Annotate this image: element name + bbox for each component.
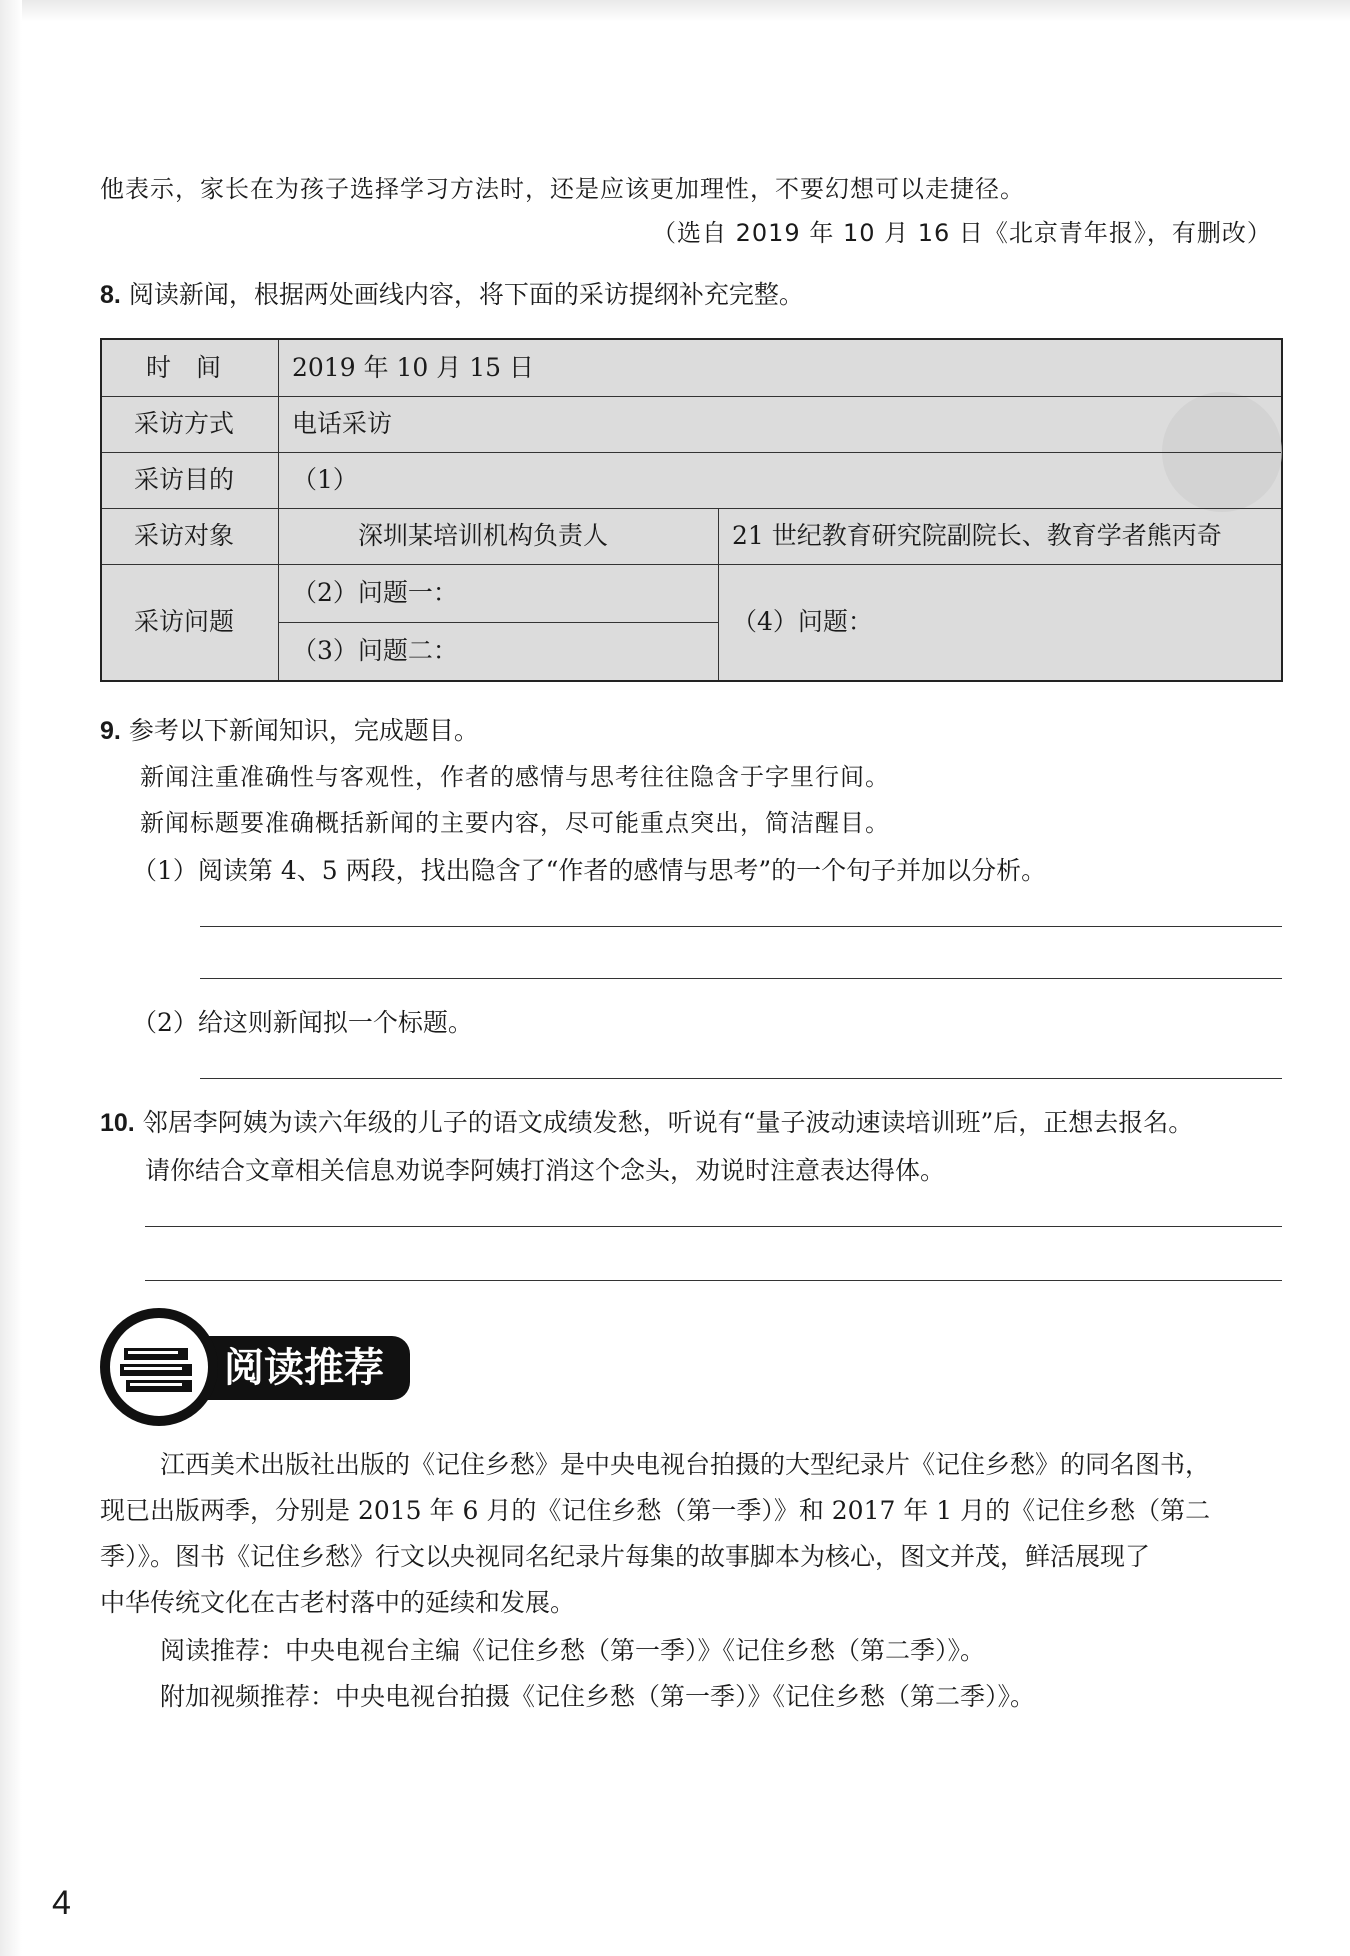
question-10 [100,1106,1193,1140]
question-field[interactable]: （4）问题： [732,607,873,636]
method-label: 采访方式 [134,409,235,438]
recommend-paragraph-line: 现已出版两季，分别是 2015 年 6 月的《记住乡愁（第一季）》和 2017 年 1 月的《记住乡愁（第二 [100,1496,1211,1525]
sub-question-1: （1）阅读第 4、5 两段，找出隐含了“作者的感情与思考”的一个句子并加以分析。 [132,856,1047,885]
answer-line[interactable] [145,1280,1282,1281]
video-recommendation: 附加视频推荐：中央电视台拍摄《记住乡愁（第一季）》《记住乡愁（第二季）》。 [160,1682,1036,1711]
purpose-label: 采访目的 [134,465,235,494]
question-number: 8. [100,281,121,309]
method-value: 电话采访 [292,409,393,438]
question-9 [100,714,479,748]
question-10-continued: 请你结合文章相关信息劝说李阿姨打消这个念头，劝说时注意表达得体。 [145,1156,946,1185]
page-edge-left [0,0,22,1956]
question-text: 参考以下新闻知识，完成题目。 [128,716,479,745]
news-knowledge-1: 新闻注重准确性与客观性，作者的感情与思考往往隐含于字里行间。 [140,763,890,791]
recommend-paragraph-line: 季）》。图书《记住乡愁》行文以央视同名纪录片每集的故事脚本为核心，图文并茂，鲜活展现了 [100,1542,1151,1571]
passage-closing-line: 他表示，家长在为孩子选择学习方法时，还是应该更加理性，不要幻想可以走捷径。 [100,175,1025,203]
purpose-answer-field[interactable]: （1） [292,465,358,494]
recommend-paragraph-line: 江西美术出版社出版的《记住乡愁》是中央电视台拍摄的大型纪录片《记住乡愁》的同名图书， [160,1450,1211,1479]
answer-line[interactable] [200,1078,1282,1079]
interview-outline-table [100,338,1283,682]
question-text: 阅读新闻，根据两处画线内容，将下面的采访提纲补充完整。 [128,280,804,309]
question-8 [100,278,804,312]
target-a: 深圳某培训机构负责人 [358,521,609,550]
question-number: 9. [100,717,121,745]
page-edge [0,0,1350,22]
recommend-paragraph-line: 中华传统文化在古老村落中的延续和发展。 [100,1588,576,1617]
question-two-field[interactable]: （3）问题二： [292,636,458,665]
answer-line[interactable] [200,978,1282,979]
question-label: 采访问题 [134,607,235,636]
question-text: 邻居李阿姨为读六年级的儿子的语文成绩发愁，听说有“量子波动速读培训班”后，正想去报名。 [142,1108,1194,1137]
page-number: 4 [52,1884,71,1922]
question-number: 10. [100,1109,135,1137]
answer-line[interactable] [200,926,1282,927]
question-one-field[interactable]: （2）问题一： [292,578,458,607]
target-b: 21 世纪教育研究院副院长、教育学者熊丙奇 [732,521,1222,550]
time-label: 时 间 [146,353,222,382]
time-value: 2019 年 10 月 15 日 [292,353,534,382]
news-knowledge-2: 新闻标题要准确概括新闻的主要内容，尽可能重点突出，简洁醒目。 [140,809,890,837]
books-icon [100,1308,218,1426]
answer-line[interactable] [145,1226,1282,1227]
passage-source: （选自 2019 年 10 月 16 日《北京青年报》，有删改） [652,219,1272,247]
sub-question-2: （2）给这则新闻拟一个标题。 [132,1008,473,1037]
section-title: 阅读推荐 [224,1345,384,1391]
target-label: 采访对象 [134,521,235,550]
reading-recommendation: 阅读推荐：中央电视台主编《记住乡愁（第一季）》《记住乡愁（第二季）》。 [160,1636,986,1665]
